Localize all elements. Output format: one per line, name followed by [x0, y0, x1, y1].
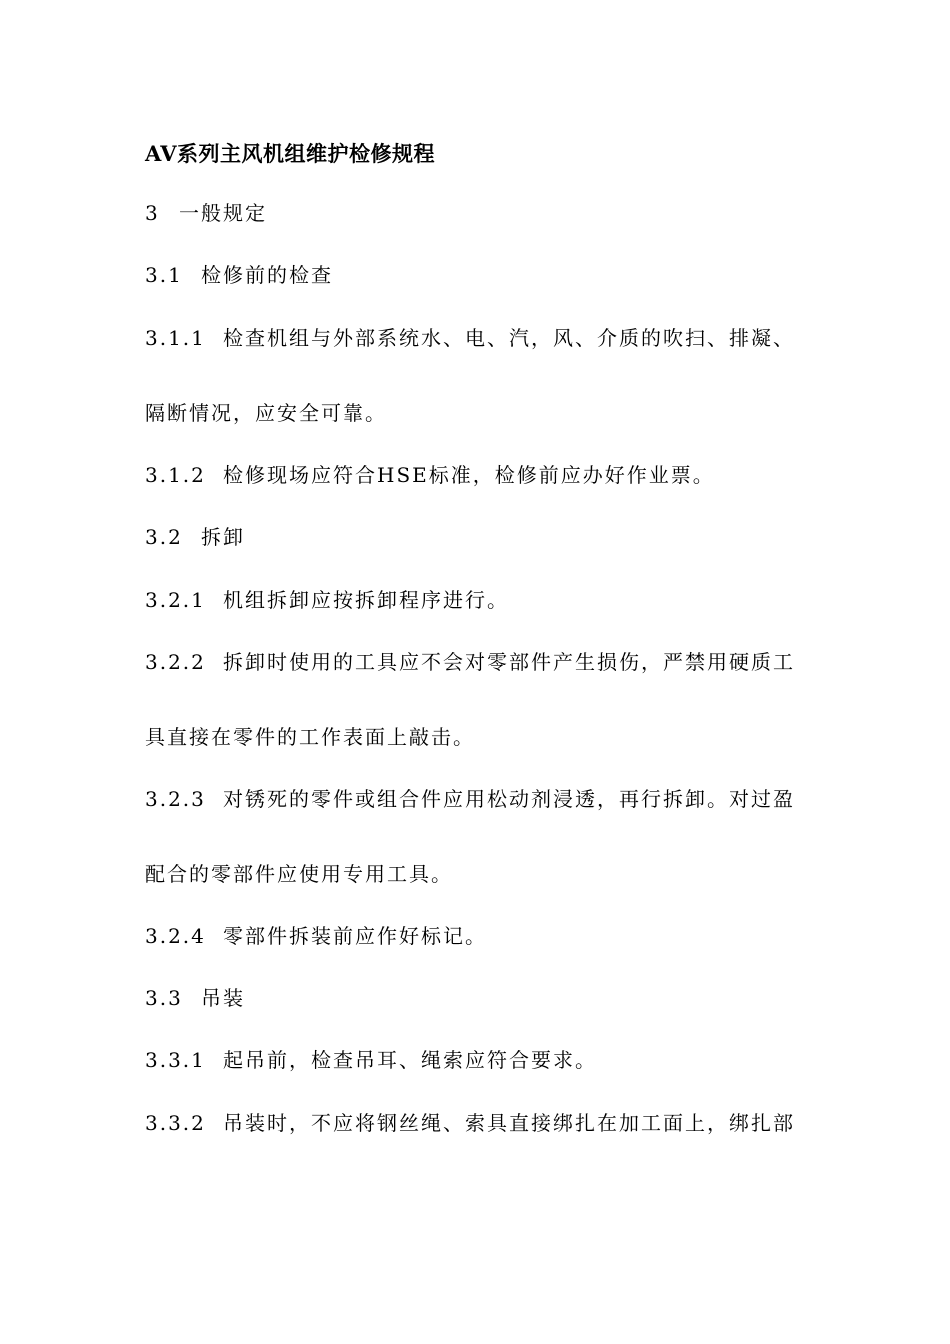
- section-number: 3.2.4: [145, 924, 206, 948]
- section-text: 拆卸: [201, 525, 245, 549]
- section-number: 3.1: [145, 263, 183, 287]
- section-number: 3.1.1: [145, 326, 206, 350]
- section-text: 零部件拆装前应作好标记。: [223, 924, 487, 948]
- section-3-2-1-line: [145, 586, 509, 614]
- section-text: 检查机组与外部系统水、电、汽，风、介质的吹扫、排凝、: [223, 326, 795, 350]
- section-text: 机组拆卸应按拆卸程序进行。: [223, 588, 509, 612]
- section-3-1-line: [145, 261, 333, 289]
- section-3-1-1-line: [145, 324, 795, 352]
- section-text: 检修现场应符合HSE标准，检修前应办好作业票。: [223, 463, 715, 487]
- section-text: 一般规定: [179, 201, 267, 225]
- section-text: 拆卸时使用的工具应不会对零部件产生损伤，严禁用硬质工: [223, 650, 795, 674]
- section-3-3-2-line: [145, 1109, 795, 1137]
- section-text: 起吊前，检查吊耳、绳索应符合要求。: [223, 1048, 597, 1072]
- section-number: 3.2: [145, 525, 183, 549]
- section-number: 3.2.3: [145, 787, 206, 811]
- section-number: 3.3: [145, 986, 183, 1010]
- section-text: 隔断情况，应安全可靠。: [145, 401, 387, 425]
- section-number: 3.2.1: [145, 588, 206, 612]
- section-3-2-3-line: [145, 785, 795, 813]
- continuation-line: [145, 723, 475, 751]
- section-text: 检修前的检查: [201, 263, 333, 287]
- section-3-2-2-line: [145, 648, 795, 676]
- section-number: 3.3.2: [145, 1111, 206, 1135]
- section-text: 具直接在零件的工作表面上敲击。: [145, 725, 475, 749]
- section-text: 配合的零部件应使用专用工具。: [145, 862, 453, 886]
- section-text: 对锈死的零件或组合件应用松动剂浸透，再行拆卸。对过盈: [223, 787, 795, 811]
- section-number: 3: [145, 201, 160, 225]
- section-3-3-line: [145, 984, 245, 1012]
- section-3-1-2-line: [145, 461, 715, 489]
- section-number: 3.1.2: [145, 463, 206, 487]
- section-number: 3.3.1: [145, 1048, 206, 1072]
- section-number: 3.2.2: [145, 650, 206, 674]
- continuation-line: [145, 399, 387, 427]
- section-3-line: [145, 199, 267, 227]
- section-text: 吊装时，不应将钢丝绳、索具直接绑扎在加工面上，绑扎部: [223, 1111, 795, 1135]
- section-3-2-line: [145, 523, 245, 551]
- section-text: 吊装: [201, 986, 245, 1010]
- document-title: AV系列主风机组维护检修规程: [145, 141, 436, 166]
- section-3-2-4-line: [145, 922, 487, 950]
- continuation-line: [145, 860, 453, 888]
- section-3-3-1-line: [145, 1046, 597, 1074]
